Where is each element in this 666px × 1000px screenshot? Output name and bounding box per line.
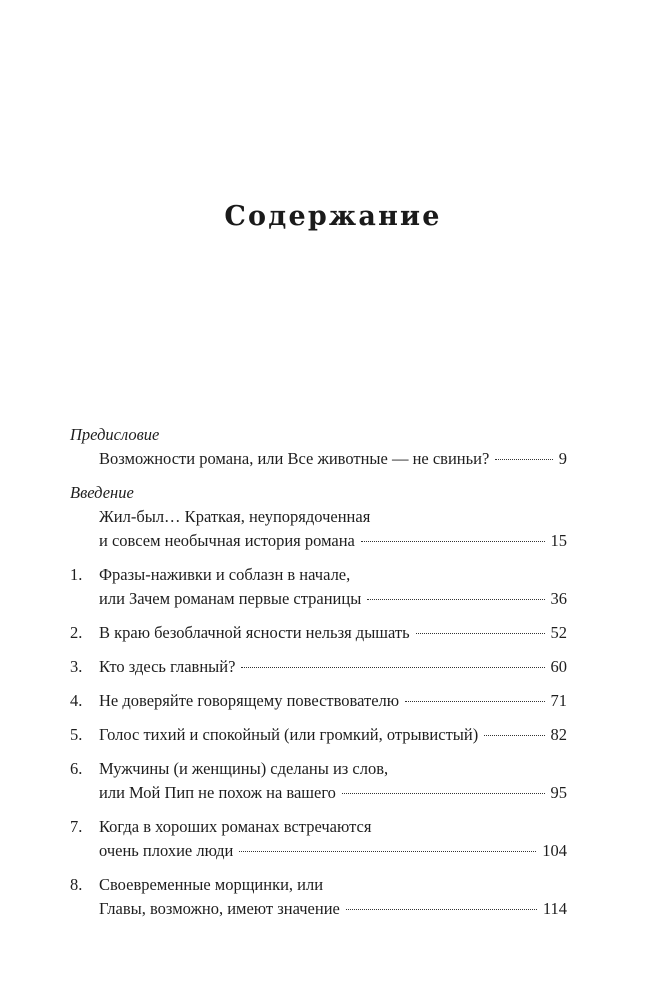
toc-entry-intro[interactable] [70,481,567,553]
toc-entry-chapter-2[interactable] [70,621,567,645]
entry-title: Кто здесь главный? [99,657,236,676]
toc-entry-chapter-1[interactable] [70,563,567,611]
chapter-number: 2. [70,623,83,642]
dot-leader [346,909,537,910]
toc-entry-chapter-5[interactable] [70,723,567,747]
chapter-number: 1. [70,565,83,584]
dot-leader [416,633,545,634]
dot-leader [239,851,536,852]
page-number: 60 [550,657,567,676]
page-number: 82 [550,725,567,744]
page-number: 36 [550,589,567,608]
entry-title: Фразы-наживки и соблазн в начале, [99,565,351,584]
toc-entry-chapter-6[interactable] [70,757,567,805]
entry-title-continued: очень плохие люди [99,841,234,860]
entry-title: Голос тихий и спокойный (или громкий, отрывистый) [99,725,479,744]
chapter-number: 5. [70,725,83,744]
page-number: 104 [542,841,567,860]
table-of-contents [70,423,567,931]
entry-title-continued: Главы, возможно, имеют значение [99,899,340,918]
entry-title: Когда в хороших романах встречаются [99,817,372,836]
entry-title: В краю безоблачной ясности нельзя дышать [99,623,410,642]
section-label: Предисловие [70,425,160,444]
page-number: 95 [550,783,567,802]
chapter-number: 3. [70,657,83,676]
entry-title: Возможности романа, или Все животные — не свиньи? [99,449,490,468]
page-number: 52 [550,623,567,642]
entry-title: Мужчины (и женщины) сделаны из слов, [99,759,389,778]
page-number: 71 [550,691,567,710]
toc-entry-chapter-4[interactable] [70,689,567,713]
page-number: 114 [542,899,567,918]
dot-leader [367,599,544,600]
entry-title-continued: или Зачем романам первые страницы [99,589,362,608]
toc-entry-chapter-8[interactable] [70,873,567,921]
page-number: 15 [550,531,567,550]
toc-entry-chapter-3[interactable] [70,655,567,679]
chapter-number: 7. [70,817,83,836]
entry-title-continued: и совсем необычная история романа [99,531,355,550]
dot-leader [241,667,544,668]
dot-leader [342,793,545,794]
page-title: Содержание [224,201,442,232]
entry-title: Своевременные морщинки, или [99,875,324,894]
page-number: 9 [558,449,567,468]
toc-entry-chapter-7[interactable] [70,815,567,863]
dot-leader [495,459,552,460]
entry-title: Жил-был… Краткая, неупорядоченная [99,507,371,526]
entry-title-continued: или Мой Пип не похож на вашего [99,783,336,802]
chapter-number: 8. [70,875,83,894]
chapter-number: 6. [70,759,83,778]
chapter-number: 4. [70,691,83,710]
toc-entry-preface[interactable] [70,423,567,471]
entry-title: Не доверяйте говорящему повествователю [99,691,400,710]
dot-leader [361,541,545,542]
section-label: Введение [70,483,134,502]
dot-leader [484,735,544,736]
dot-leader [405,701,544,702]
